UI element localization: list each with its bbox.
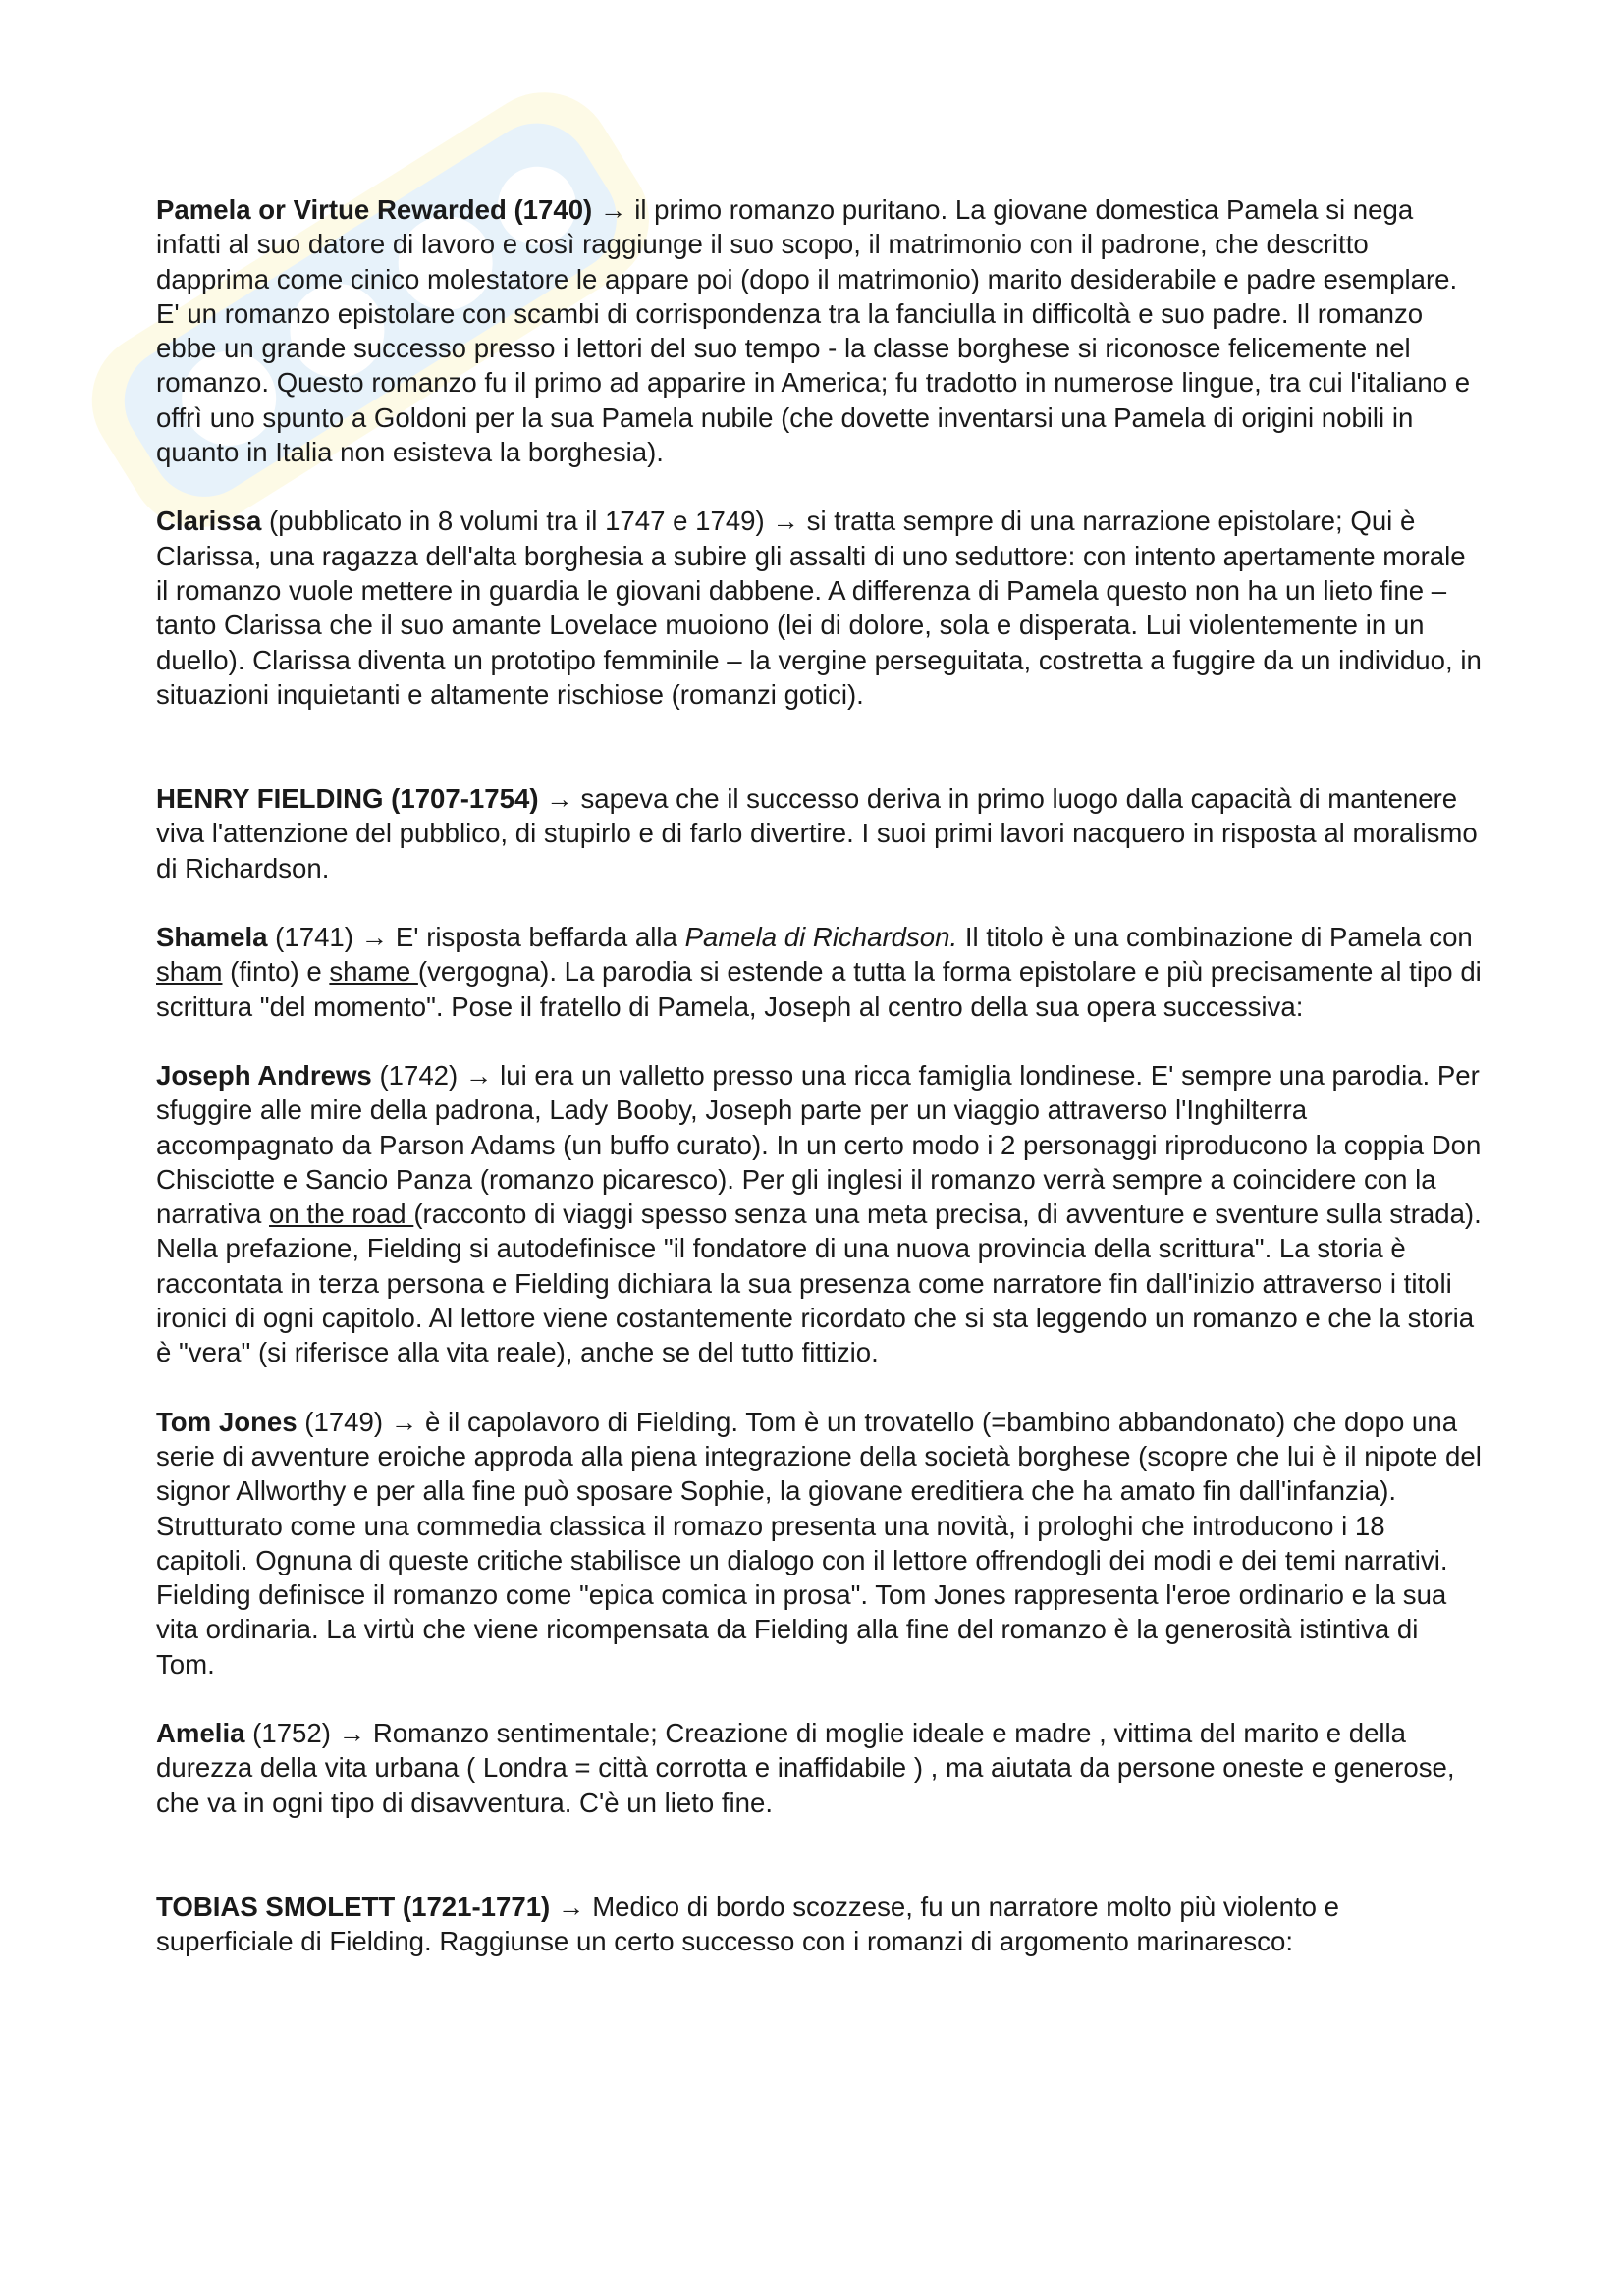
- section-clarissa: [156, 504, 1482, 712]
- arrow-glyph: →: [330, 1717, 373, 1748]
- paragraph-spacer: [156, 469, 1482, 504]
- arrow-glyph: →: [764, 506, 807, 537]
- section-pamela: [156, 192, 1482, 469]
- underlined-term: on the road: [269, 1199, 414, 1230]
- section-body: il primo romanzo puritano. La giovane domestica Pamela si nega infatti al suo datore di lavoro e così raggiunge il suo scopo, il matrimonio con il padrone, che descritto dapprima come cinico molestatore le appare poi (dopo il matrimonio) marito desiderabile e padre esemplare. E' un romanzo epistolare con scambi di corrispondenza tra la fanciulla in difficoltà e suo padre. Il romanzo ebbe un grande successo presso i lettori del suo tempo - la classe borghese si riconosce felicemente nel romanzo. Questo romanzo fu il primo ad apparire in America; fu tradotto in numerose lingue, tra cui l'italiano e offrì uno spunto a Goldoni per la sua Pamela nubile (che dovette inventarsi una Pamela di origini nobili in quanto in Italia non esisteva la borghesia).: [156, 194, 1471, 468]
- paragraph-spacer: [156, 712, 1482, 781]
- section-amelia: [156, 1716, 1482, 1820]
- section-body: Il titolo è una combinazione di Pamela con: [957, 922, 1473, 953]
- section-title: Tom Jones: [156, 1406, 298, 1437]
- section-body: Nella prefazione, Fielding si autodefinisce "il fondatore di una nuova provincia della scrittura". La storia è raccontata in terza persona e Fielding dichiara la sua presenza come narratore fin dall'inizio attraverso i titoli ironici di ogni capitolo. Al lettore viene costantemente ricordato che si sta leggendo un romanzo e che la storia è "vera" (si riferisce alla vita reale), anche se del tutto fittizio.: [156, 1233, 1475, 1368]
- section-body: Medico di bordo scozzese, fu un narratore molto più violento e superficiale di Fielding. Raggiunse un certo successo con i romanzi di argomento marinaresco:: [156, 1891, 1339, 1957]
- section-fielding: [156, 781, 1482, 885]
- section-subtitle: (1742): [371, 1059, 459, 1091]
- italic-title: Pamela di Richardson.: [684, 922, 958, 953]
- document-body: [156, 192, 1482, 1958]
- paragraph-spacer: [156, 1682, 1482, 1716]
- section-joseph-andrews: [156, 1058, 1482, 1231]
- section-joseph-andrews-cont: [156, 1231, 1482, 1369]
- section-body: Romanzo sentimentale; Creazione di moglie ideale e madre , vittima del marito e della durezza della vita urbana ( Londra = città corrotta e inaffidabile ) , ma aiutata da persone oneste e generose, che va in ogni tipo di disavventura. C'è un lieto fine.: [156, 1717, 1455, 1818]
- paragraph-spacer: [156, 1820, 1482, 1890]
- section-body: (finto) e: [222, 956, 330, 988]
- section-title: HENRY FIELDING (1707-1754): [156, 783, 539, 815]
- section-title: Amelia: [156, 1717, 245, 1748]
- section-body: è il capolavoro di Fielding. Tom è un trovatello (=bambino abbandonato) che dopo una serie di avventure eroiche approda alla piena integrazione della società borghese (scopre che lui è il nipote del signor Allworthy e per alla fine può sposare Sophie, la giovane ereditiera che ha amato fin dall'infanzia). Strutturato come una commedia classica il romazo presenta una novità, i prologhi che introducono i 18 capitoli. Ognuna di queste critiche stabilisce un dialogo con il lettore offrendogli dei modi e dei temi narrativi. Fielding definisce il romanzo come "epica comica in prosa". Tom Jones rappresenta l'eroe ordinario e la sua vita ordinaria. La virtù che viene ricompensata da Fielding alla fine del romanzo è la generosità istintiva di Tom.: [156, 1406, 1482, 1680]
- section-body: (racconto di viaggi spesso senza una meta precisa, di avventure e sventure sulla strada).: [413, 1199, 1482, 1230]
- section-body: sapeva che il successo deriva in primo luogo dalla capacità di mantenere viva l'attenzione del pubblico, di stupirlo e di farlo divertire. I suoi primi lavori nacquero in risposta al moralismo di Richardson.: [156, 783, 1478, 883]
- section-tom-jones: [156, 1405, 1482, 1682]
- section-subtitle: (1741): [267, 922, 353, 953]
- section-body: lui era un valletto presso una ricca famiglia londinese. E' sempre una parodia. Per sfuggire alle mire della padrona, Lady Booby, Joseph parte per un viaggio attraverso l'Inghilterra accompagnato da Parson Adams (un buffo curato). In un certo modo i 2 personaggi riproducono la coppia Don Chisciotte e Sancio Panza (romanzo picaresco). Per gli inglesi il romanzo verrà sempre a coincidere con la narrativa: [156, 1059, 1482, 1230]
- arrow-glyph: →: [383, 1406, 425, 1437]
- paragraph-spacer: [156, 1024, 1482, 1058]
- section-title: TOBIAS SMOLETT (1721-1771): [156, 1891, 551, 1922]
- arrow-glyph: →: [550, 1891, 593, 1922]
- arrow-glyph: →: [352, 922, 396, 953]
- section-title: Clarissa: [156, 506, 262, 537]
- underlined-term: sham: [156, 956, 223, 988]
- section-subtitle: (1749): [297, 1406, 384, 1437]
- section-body: E' risposta beffarda alla: [395, 922, 685, 953]
- underlined-term: shame: [329, 956, 418, 988]
- section-title: Pamela or Virtue Rewarded (1740): [156, 194, 593, 225]
- arrow-glyph: →: [458, 1059, 501, 1091]
- section-body: (vergogna). La parodia si estende a tutta la forma epistolare e più precisamente al tipo di scrittura "del momento". Pose il fratello di Pamela, Joseph al centro della sua opera successiva:: [156, 956, 1482, 1022]
- paragraph-spacer: [156, 1370, 1482, 1405]
- section-subtitle: (pubblicato in 8 volumi tra il 1747 e 1749): [261, 506, 765, 537]
- section-shamela: [156, 920, 1482, 1024]
- paragraph-spacer: [156, 885, 1482, 920]
- arrow-glyph: →: [592, 194, 635, 225]
- section-subtitle: (1752): [244, 1717, 331, 1748]
- section-smolett: [156, 1890, 1482, 1959]
- section-title: Shamela: [156, 922, 268, 953]
- arrow-glyph: →: [538, 783, 581, 815]
- section-body: si tratta sempre di una narrazione epistolare; Qui è Clarissa, una ragazza dell'alta borghesia a subire gli assalti di uno seduttore: con intento apertamente morale il romanzo vuole mettere in guardia le giovani dabbene. A differenza di Pamela questo non ha un lieto fine – tanto Clarissa che il suo amante Lovelace muoiono (lei di dolore, sola e disperata. Lui violentemente in un duello). Clarissa diventa un prototipo femminile – la vergine perseguitata, costretta a fuggire da un individuo, in situazioni inquietanti e altamente rischiose (romanzi gotici).: [156, 506, 1482, 710]
- section-title: Joseph Andrews: [156, 1059, 372, 1091]
